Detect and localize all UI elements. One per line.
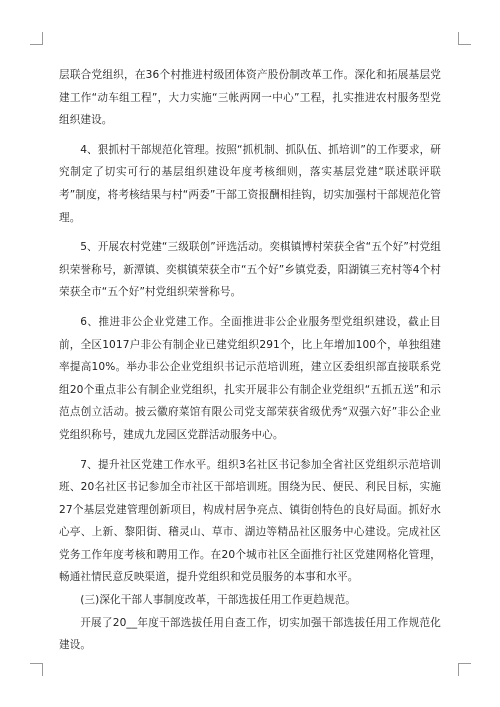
paragraph-item-6: 6、推进非公企业党建工作。全面推进非公企业服务型党组织建设，截止目前，全区1017户非公有制企业已建党组织291个，比上年增加100个，单独组建率提高10%。举办非公企业党组织书记示范培训班，建立区委组织部直接联系党组20个重点非公有制企业党组织，扎实开展非公有制企业党组织“五抓五送”和示范点创立活动。披云徽府菜馆有限公司党支部荣获省级优秀“双强六好”非公企业党组织称号，建成九龙园区党群活动服务中心。: [59, 315, 441, 441]
document-body: [59, 64, 441, 657]
crop-mark-bottom-right: [458, 663, 471, 676]
paragraph-item-4: 4、狠抓村干部规范化管理。按照“抓机制、抓队伍、抓培训”的工作要求，研究制定了切实可行的基层组织建设年度考核细则，落实基层党建“联述联评联考”制度，将考核结果与村“两委”干部工资报酬相挂钩，切实加强村干部规范化管理。: [59, 143, 441, 224]
crop-mark-top-right: [458, 32, 471, 45]
paragraph-continuation: 层联合党组织，在36个村推进村级团体资产股份制改革工作。深化和拓展基层党建工作“动车组工程”，大力实施“三帐两网一中心”工程，扎实推进农村服务型党组织建设。: [59, 69, 441, 127]
section-heading-3: (三)深化干部人事制度改革，干部选拔任用工作更趋规范。: [80, 594, 356, 607]
paragraph-item-5: 5、开展农村党建“三级联创”评选活动。奕棋镇博村荣获全省“五个好”村党组织荣誉称号，新潭镇、奕棋镇荣获全市“五个好”乡镇党委，阳湖镇三充村等4个村荣获全市“五个好”村党组织荣誉称号。: [59, 241, 441, 299]
paragraph-item-7: 7、提升社区党建工作水平。组织3名社区书记参加全省社区党组织示范培训班、20名社区书记参加全市社区干部培训班。围绕为民、便民、利民目标，实施27个基层党建管理创新项目，构成村居争亮点、镇街创特色的良好局面。抓好水心亭、上新、黎阳街、稽灵山、草市、湖边等精品社区服务中心建设。完成社区党务工作年度考核和聘用工作。在20个城市社区全面推行社区党建网格化管理，畅通社情民意反映渠道，提升党组织和党员服务的本事和水平。: [59, 458, 441, 584]
paragraph-self-check: 开展了20__年度干部选拔任用自查工作，切实加强干部选拔任用工作规范化建设。: [59, 616, 441, 652]
crop-mark-bottom-left: [30, 663, 43, 676]
crop-mark-top-left: [30, 32, 43, 45]
